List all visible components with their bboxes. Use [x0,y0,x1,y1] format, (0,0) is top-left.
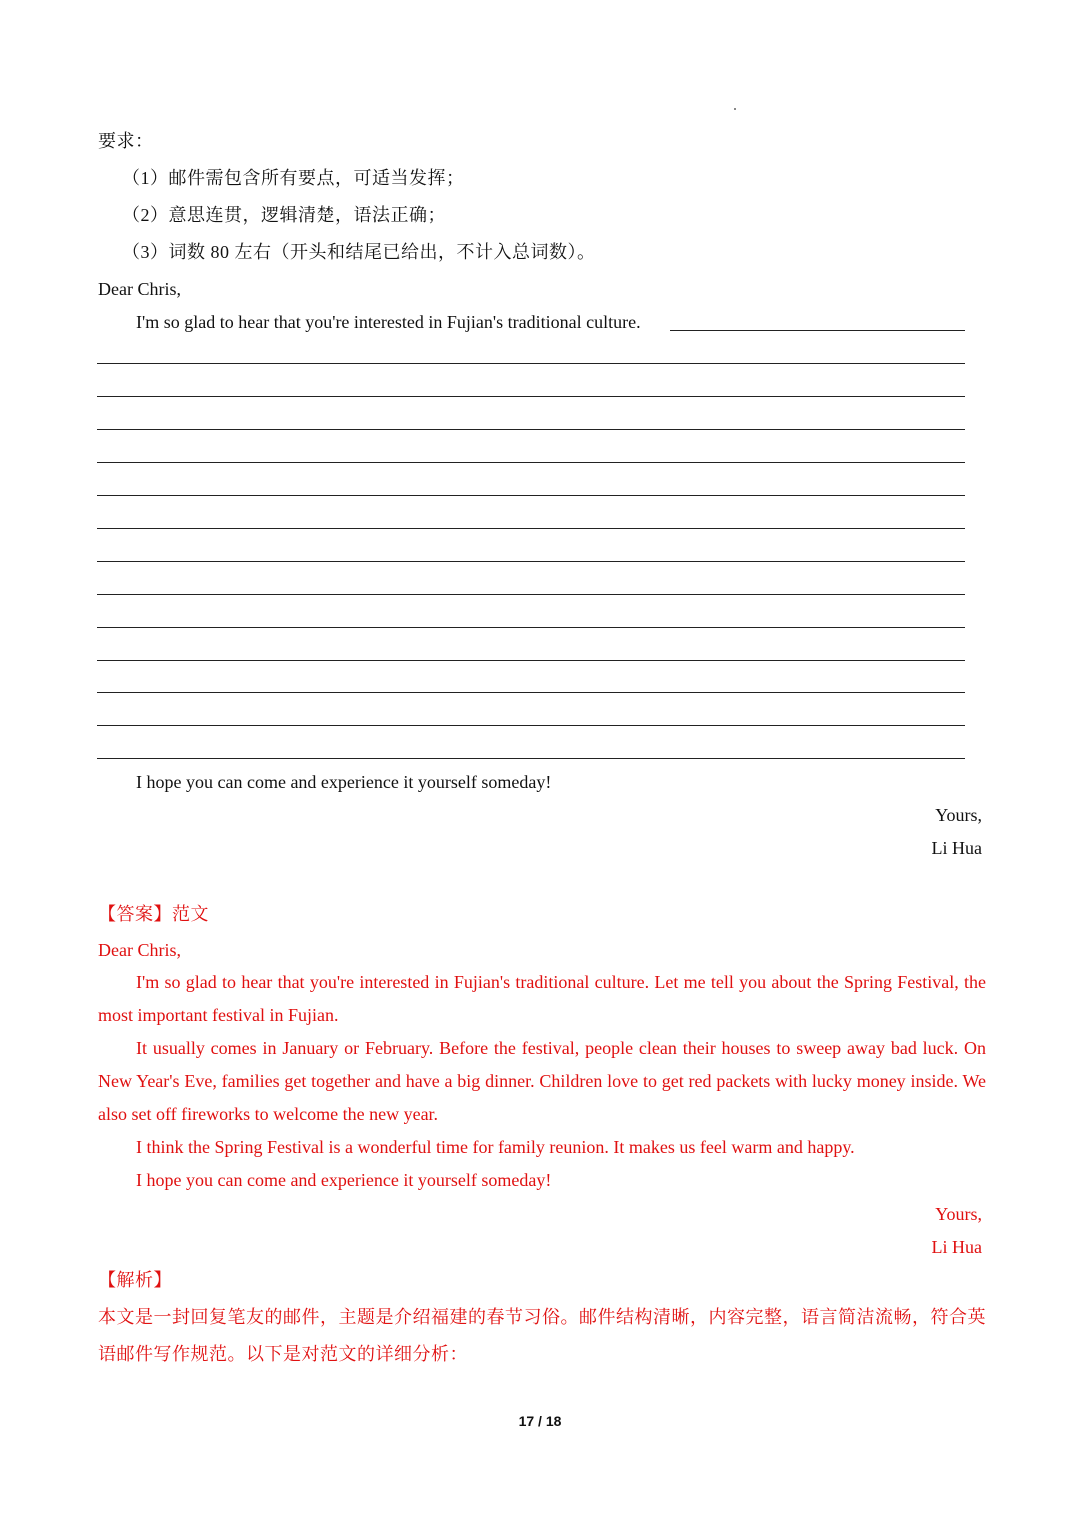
answer-sign-off: Yours, [935,1204,982,1224]
writing-line [97,561,965,562]
stray-dot [734,108,736,110]
writing-line [97,363,965,364]
answer-paragraph-3: I think the Spring Festival is a wonderful time for family reunion. It makes us feel warm and happy. [136,1137,855,1157]
writing-line [97,660,965,661]
writing-line [97,429,965,430]
letter-sign-off: Yours, [935,805,982,825]
requirements-heading: 要求： [98,131,154,151]
requirement-item-3: （3）词数 80 左右（开头和结尾已给出，不计入总词数）。 [122,242,596,262]
writing-line [97,725,965,726]
letter-closing-line: I hope you can come and experience it yourself someday! [136,772,552,792]
requirement-item-2: （2）意思连贯，逻辑清楚，语法正确； [122,205,446,225]
page-number: 17 / 18 [518,1413,562,1429]
letter-signature: Li Hua [931,838,982,858]
requirement-item-1: （1）邮件需包含所有要点，可适当发挥； [122,168,465,188]
analysis-heading: 【解析】 [98,1270,172,1290]
answer-paragraph-2: It usually comes in January or February. Before the festival, people clean their houses to sweep away bad luck. On New Year's Eve, families get together and have a big dinner. Children love to get red packets with lucky money inside. We also set off fireworks to welcome the new year. [98,1038,986,1124]
writing-line [97,396,965,397]
writing-line [670,330,965,331]
writing-line [97,627,965,628]
letter-greeting: Dear Chris, [98,279,181,299]
answer-paragraph-1: I'm so glad to hear that you're interested in Fujian's traditional culture. Let me tell you about the Spring Festival, the most important festival in Fujian. [98,972,986,1025]
writing-line [97,495,965,496]
writing-line [97,594,965,595]
writing-line [97,758,965,759]
answer-heading: 【答案】范文 [98,904,209,924]
answer-signature: Li Hua [931,1237,982,1257]
answer-greeting: Dear Chris, [98,940,181,960]
answer-paragraph-4: I hope you can come and experience it yourself someday! [136,1170,552,1190]
writing-line [97,462,965,463]
analysis-text: 本文是一封回复笔友的邮件，主题是介绍福建的春节习俗。邮件结构清晰，内容完整，语言简洁流畅，符合英语邮件写作规范。以下是对范文的详细分析： [98,1307,986,1364]
letter-opening: I'm so glad to hear that you're interested in Fujian's traditional culture. [136,312,641,332]
writing-line [97,528,965,529]
writing-line [97,692,965,693]
